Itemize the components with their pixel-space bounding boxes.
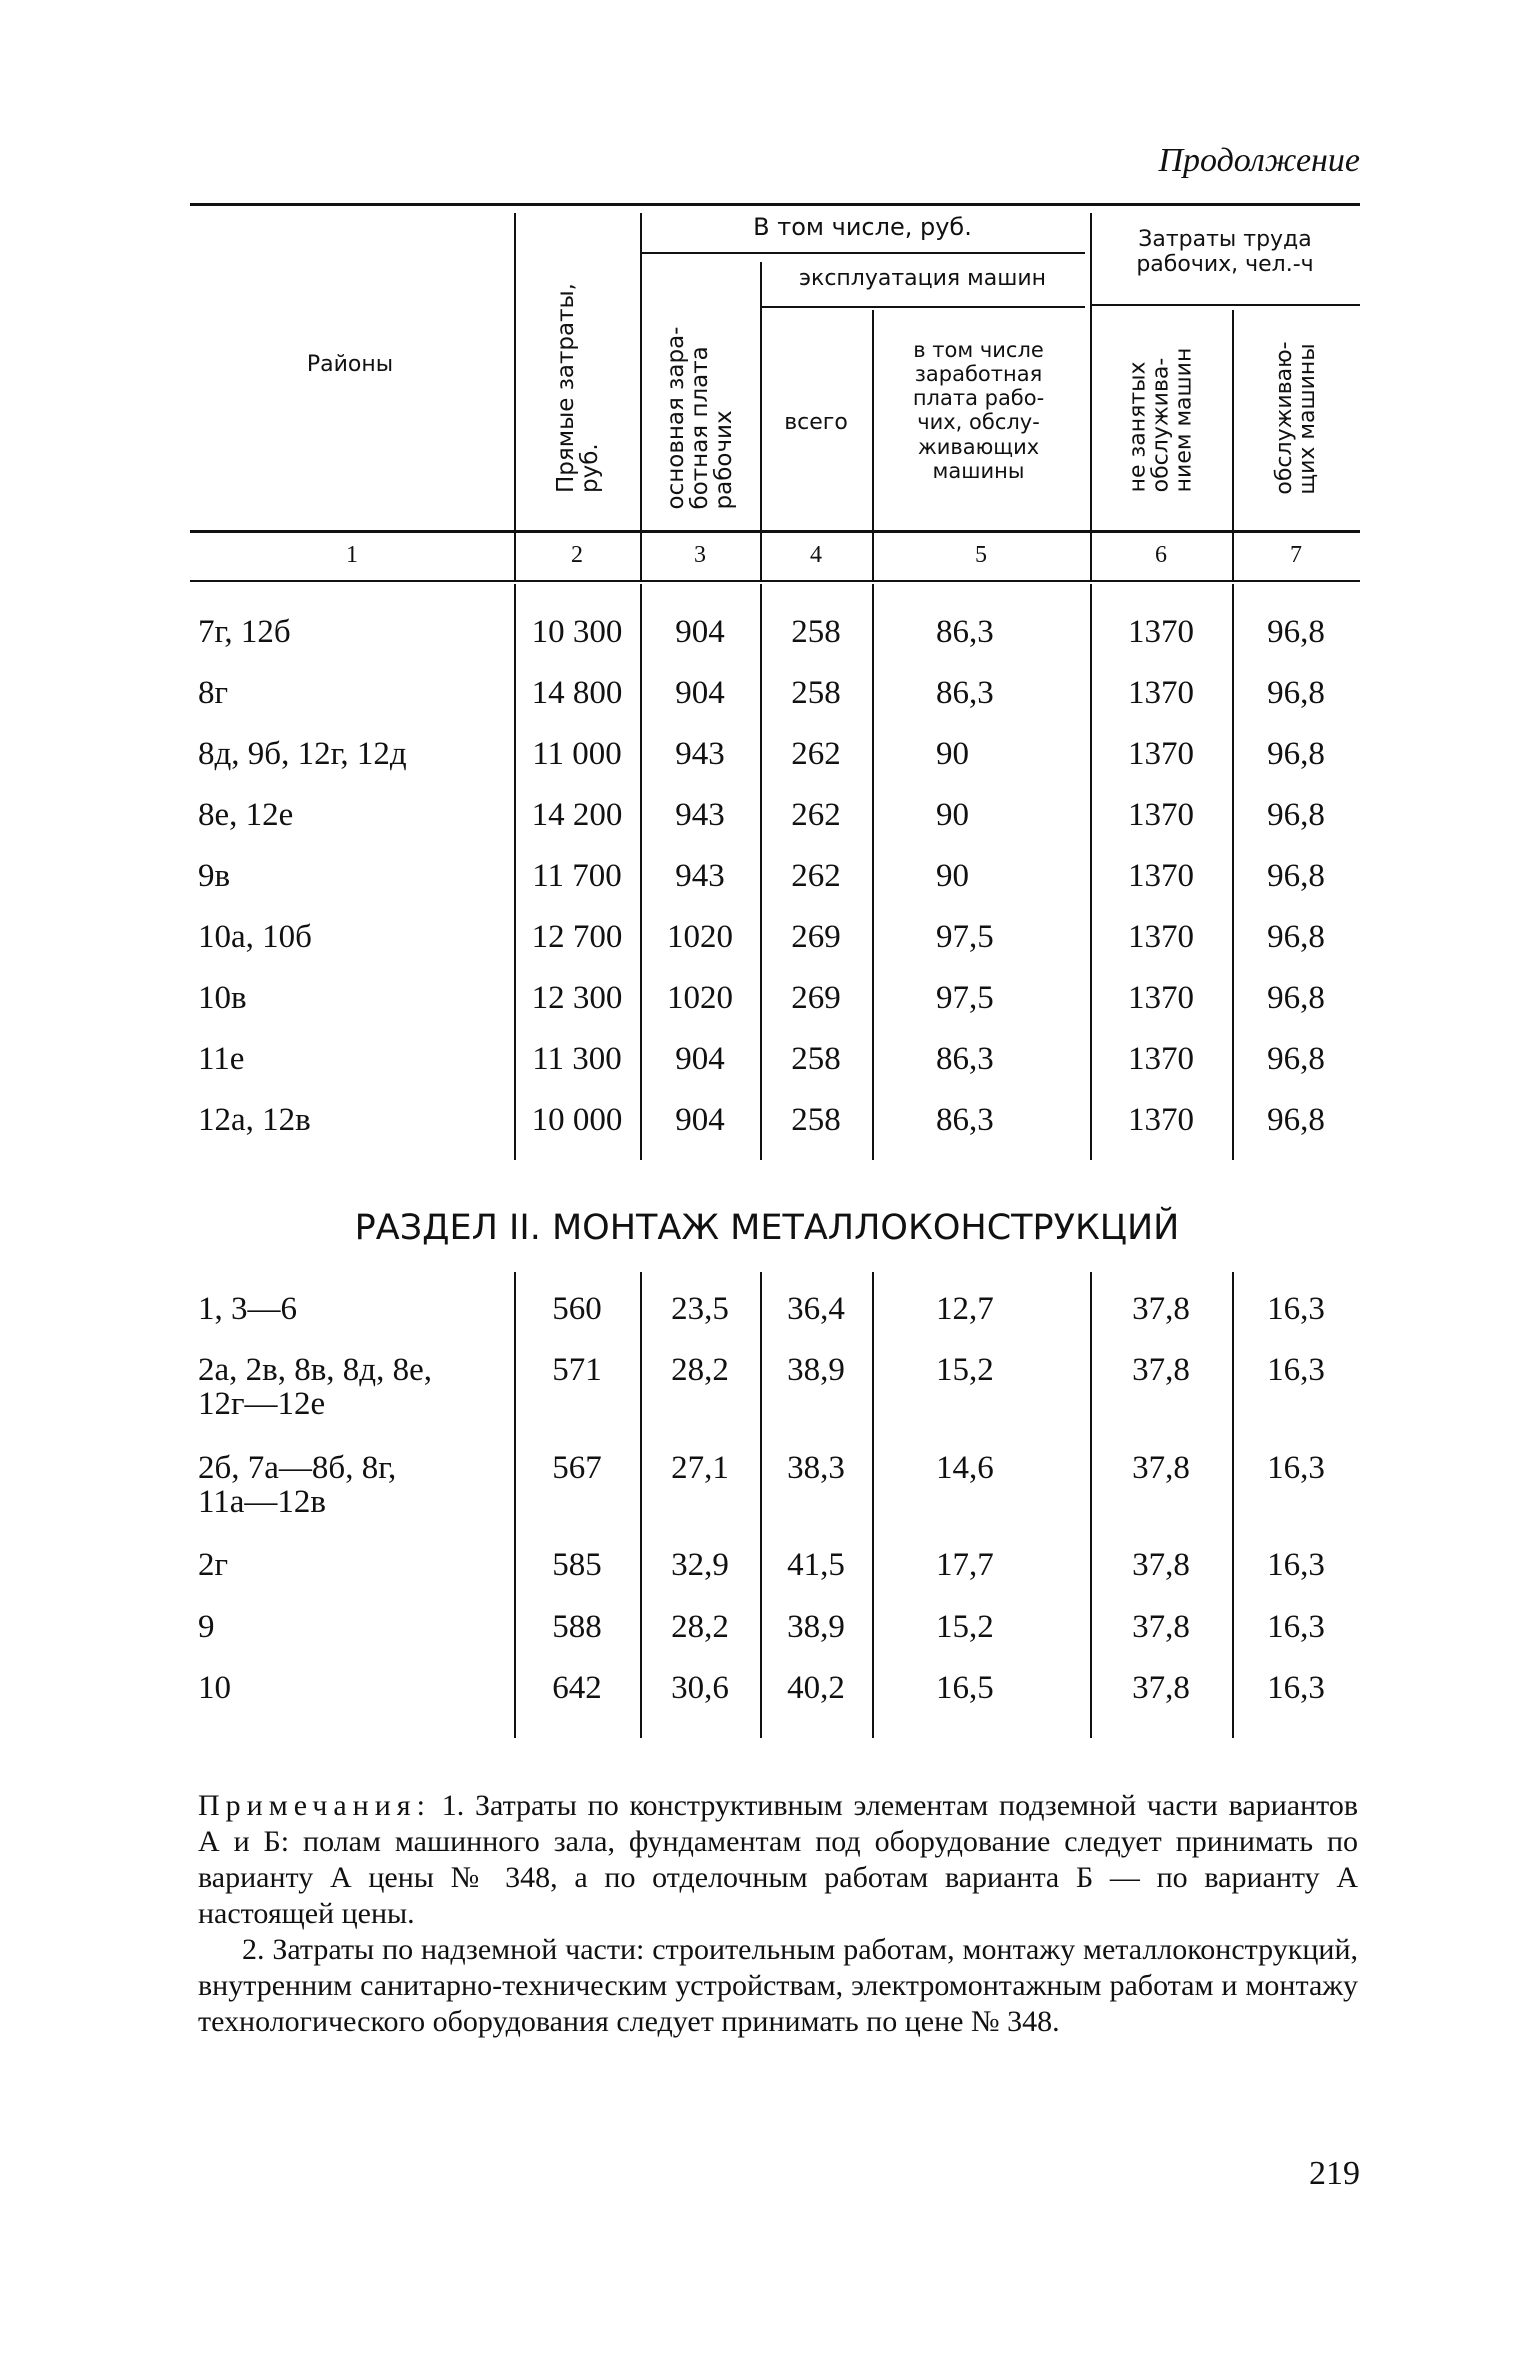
group-rule-labor [1090,304,1360,306]
cell-labor-a: 37,8 [1132,1609,1190,1645]
cell-base-wage: 943 [675,858,725,894]
cell-labor-b: 96,8 [1267,675,1325,711]
col-header-regions: Районы [306,352,394,377]
cell-base-wage: 23,5 [671,1291,729,1327]
cell-labor-b: 96,8 [1267,614,1325,650]
cell-machine-total: 258 [791,1041,841,1077]
cell-region: 2б, 7а—8б, 8г, 11а—12в [198,1450,397,1520]
cell-labor-a: 1370 [1128,614,1194,650]
header-vrule [1232,310,1234,580]
header-vrule [640,213,642,580]
continuation-label: Продолжение [1158,142,1360,179]
col-number: 6 [1155,542,1167,568]
cell-direct: 560 [552,1291,602,1327]
cell-machine-wage: 16,5 [936,1670,994,1706]
cell-machine-total: 262 [791,797,841,833]
cell-machine-wage: 15,2 [936,1609,994,1645]
table-vrule [514,1272,516,1738]
col-number: 1 [346,542,358,568]
cell-base-wage: 904 [675,614,725,650]
cell-labor-a: 1370 [1128,858,1194,894]
cell-machine-total: 269 [791,919,841,955]
cell-region: 10в [198,980,247,1016]
cell-direct: 10 000 [531,1102,623,1138]
cell-labor-b: 96,8 [1267,919,1325,955]
group-rule-including [640,252,1085,254]
cell-labor-b: 96,8 [1267,1102,1325,1138]
cell-region: 1, 3—6 [198,1291,297,1327]
col-header-labor-machine: обслуживаю- щих машины [1271,341,1320,495]
note-1-text: 1. Затраты по конструктивным элементам подземной части вариантов А и Б: полам машинного зала, фундаментам под оборудование следует принимать по варианту А цены № 348, а по отделочным работам варианта Б — по варианту А настоящей цены. [198,1789,1359,1930]
cell-machine-total: 38,9 [787,1609,845,1645]
cell-machine-wage: 97,5 [936,980,994,1016]
cell-labor-a: 37,8 [1132,1670,1190,1706]
cell-machine-wage: 86,3 [936,1102,994,1138]
cell-machine-wage: 97,5 [936,919,994,955]
cell-labor-a: 1370 [1128,1102,1194,1138]
cell-labor-b: 16,3 [1267,1670,1325,1706]
cell-machine-total: 269 [791,980,841,1016]
col-header-base-wage: основная зара- ботная плата рабочих [662,326,738,510]
cell-labor-a: 1370 [1128,980,1194,1016]
cell-machine-total: 262 [791,858,841,894]
cell-labor-b: 96,8 [1267,858,1325,894]
cell-labor-b: 16,3 [1267,1609,1325,1645]
col-number: 5 [975,542,987,568]
cell-labor-a: 1370 [1128,675,1194,711]
group-rule-machine [760,306,1085,308]
cell-labor-b: 96,8 [1267,1041,1325,1077]
cell-direct: 12 300 [531,980,623,1016]
cell-region: 8г [198,675,229,711]
cell-direct: 14 200 [531,797,623,833]
cell-labor-a: 37,8 [1132,1352,1190,1388]
table-vrule [1090,1272,1092,1738]
col-header-direct-costs: Прямые затраты, руб. [552,283,603,493]
cell-machine-wage: 12,7 [936,1291,994,1327]
section2-title: РАЗДЕЛ II. МОНТАЖ МЕТАЛЛОКОНСТРУКЦИЙ [354,1208,1180,1248]
table-top-rule [190,203,1360,206]
cell-base-wage: 27,1 [671,1450,729,1486]
cell-base-wage: 904 [675,1041,725,1077]
cell-machine-wage: 86,3 [936,614,994,650]
cell-machine-wage: 90 [936,736,969,772]
cell-base-wage: 28,2 [671,1352,729,1388]
colnum-bottom-rule [190,580,1360,582]
cell-direct: 11 300 [532,1041,622,1077]
cell-machine-total: 38,3 [787,1450,845,1486]
cell-machine-total: 262 [791,736,841,772]
table-vrule [872,584,874,1160]
cell-labor-a: 1370 [1128,1041,1194,1077]
table-vrule [1232,1272,1234,1738]
cell-base-wage: 32,9 [671,1547,729,1583]
cell-machine-total: 40,2 [787,1670,845,1706]
cell-labor-b: 96,8 [1267,980,1325,1016]
cell-direct: 10 300 [531,614,623,650]
cell-machine-wage: 86,3 [936,1041,994,1077]
notes-label: Примечания: [198,1789,431,1822]
cell-machine-wage: 90 [936,858,969,894]
notes [198,1788,1358,2040]
cell-labor-a: 1370 [1128,797,1194,833]
cell-direct: 585 [552,1547,602,1583]
cell-machine-total: 258 [791,675,841,711]
cell-region: 12а, 12в [198,1102,311,1138]
cell-machine-total: 41,5 [787,1547,845,1583]
table-vrule [760,1272,762,1738]
table-vrule [640,1272,642,1738]
table-vrule [872,1272,874,1738]
cell-direct: 567 [552,1450,602,1486]
cell-labor-b: 96,8 [1267,797,1325,833]
cell-labor-a: 1370 [1128,736,1194,772]
note-1 [198,1788,1358,1932]
cell-base-wage: 1020 [667,980,733,1016]
col-number: 2 [571,542,583,568]
cell-region: 2а, 2в, 8в, 8д, 8е, 12г—12е [198,1352,432,1422]
header-vrule [514,213,516,580]
cell-region: 8д, 9б, 12г, 12д [198,736,407,772]
cell-labor-a: 1370 [1128,919,1194,955]
col-number: 4 [810,542,822,568]
cell-machine-wage: 15,2 [936,1352,994,1388]
cell-direct: 12 700 [531,919,623,955]
col-header-machine-total: всего [784,410,848,435]
cell-region: 9 [198,1609,215,1645]
cell-region: 8е, 12е [198,797,294,833]
cell-base-wage: 904 [675,675,725,711]
cell-base-wage: 904 [675,1102,725,1138]
cell-machine-total: 36,4 [787,1291,845,1327]
header-bottom-rule [190,530,1360,533]
cell-labor-a: 37,8 [1132,1547,1190,1583]
col-number: 7 [1290,542,1302,568]
cell-labor-b: 96,8 [1267,736,1325,772]
group-header-including: В том числе, руб. [753,213,972,241]
cell-machine-total: 258 [791,1102,841,1138]
cell-base-wage: 943 [675,736,725,772]
cell-base-wage: 30,6 [671,1670,729,1706]
cell-labor-b: 16,3 [1267,1291,1325,1327]
cell-machine-total: 38,9 [787,1352,845,1388]
cell-base-wage: 28,2 [671,1609,729,1645]
cell-labor-b: 16,3 [1267,1352,1325,1388]
note-2: 2. Затраты по надземной части: строительным работам, монтажу металлоконструкций, внутренним санитарно-техническим устройствам, электромонтажным работам и монтажу технологического оборудования следует принимать по цене № 348. [198,1933,1358,2038]
cell-direct: 11 700 [532,858,622,894]
cell-region: 2г [198,1547,229,1583]
cell-region: 10а, 10б [198,919,312,955]
cell-region: 9в [198,858,231,894]
page-number: 219 [1309,2155,1360,2192]
cell-labor-b: 16,3 [1267,1547,1325,1583]
cell-labor-a: 37,8 [1132,1291,1190,1327]
cell-machine-total: 258 [791,614,841,650]
cell-machine-wage: 90 [936,797,969,833]
cell-machine-wage: 14,6 [936,1450,994,1486]
col-header-machine-wage: в том числе заработная плата рабо- чих, обслу- живающих машины [912,338,1045,483]
cell-machine-wage: 17,7 [936,1547,994,1583]
group-header-machine-operation: эксплуатация машин [798,266,1047,291]
cell-base-wage: 943 [675,797,725,833]
cell-direct: 588 [552,1609,602,1645]
cell-direct: 11 000 [532,736,622,772]
cell-region: 7г, 12б [198,614,291,650]
cell-direct: 14 800 [531,675,623,711]
cell-direct: 642 [552,1670,602,1706]
cell-region: 10 [198,1670,231,1706]
cell-labor-b: 16,3 [1267,1450,1325,1486]
cell-machine-wage: 86,3 [936,675,994,711]
col-number: 3 [694,542,706,568]
cell-base-wage: 1020 [667,919,733,955]
cell-region: 11е [198,1041,245,1077]
cell-labor-a: 37,8 [1132,1450,1190,1486]
col-header-labor-not-machine: не занятых обслужива- нием машин [1125,347,1197,493]
cell-direct: 571 [552,1352,602,1388]
group-header-labor: Затраты труда рабочих, чел.-ч [1136,227,1314,278]
